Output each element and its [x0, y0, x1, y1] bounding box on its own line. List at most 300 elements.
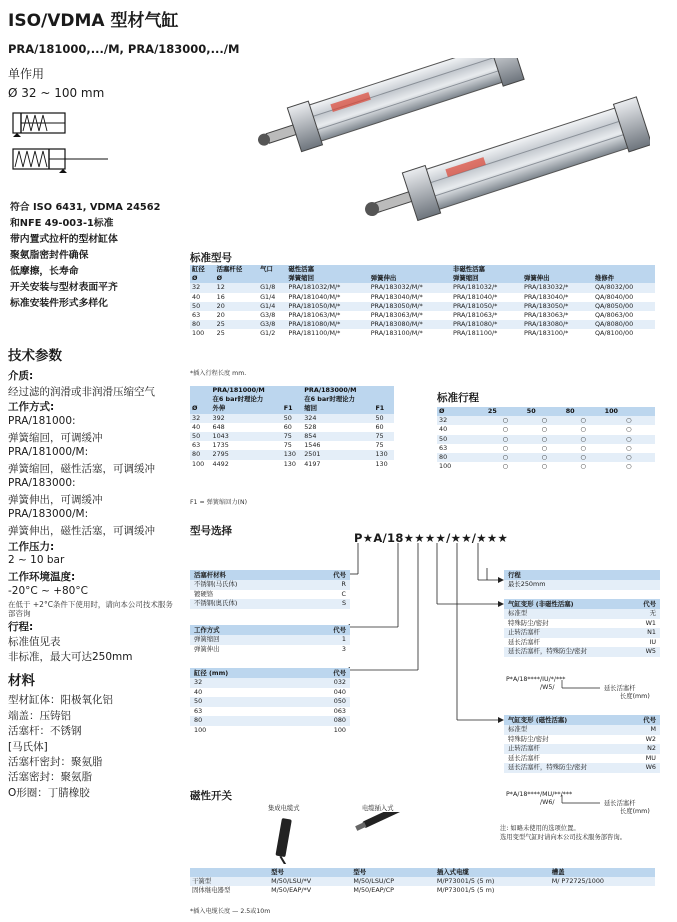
param-line: 技术参数 [8, 348, 62, 364]
table-cell: 型号 [351, 868, 435, 877]
table-cell: M/50/EAP/*V [269, 886, 351, 895]
stroke-mark-icon: ○ [486, 453, 525, 462]
block-row-code: R [341, 580, 346, 588]
stroke-mark-icon: ○ [525, 425, 564, 434]
block-row [190, 635, 350, 645]
block-row [190, 697, 350, 707]
param-line: 型材缸体：阳极氧化铝 [8, 694, 113, 706]
param-line: 在低于 +2°C条件下使用时，请向本公司技术服务 [8, 600, 173, 609]
table-cell: 50 [525, 407, 564, 416]
table-header-row [190, 868, 655, 877]
variant-code-1b: /W5/ [540, 684, 555, 691]
block-row [504, 735, 660, 745]
table-cell: M/50/LSU/*V [269, 877, 351, 886]
block-row-label: 不锈钢(马氏体) [194, 580, 238, 588]
block-row [190, 726, 350, 736]
table-cell: 1546 [302, 441, 373, 450]
table-cell: F1 [373, 404, 394, 413]
table-cell: G1/8 [258, 283, 286, 292]
variant-non-magnetic-block [504, 599, 660, 657]
table-cell: 4197 [302, 460, 373, 469]
table-cell: 16 [215, 293, 258, 302]
table-row [190, 886, 655, 895]
table-cell: PRA/183100/* [522, 329, 593, 338]
stroke-mark-icon: ○ [564, 453, 603, 462]
table-cell: G1/2 [258, 329, 286, 338]
table-cell: 324 [302, 414, 373, 423]
param-line: PRA/181000: [8, 415, 76, 427]
table-cell: 槽盖 [550, 868, 655, 877]
table-cell: 130 [282, 460, 303, 469]
table-cell: QA/8040/00 [593, 293, 655, 302]
stroke-mark-icon: ○ [486, 435, 525, 444]
table-cell: 63 [437, 444, 486, 453]
table-cell: PRA/183080/M/* [369, 320, 451, 329]
block-row-code: W2 [645, 734, 656, 743]
table-cell: PRA/183100/M/* [369, 329, 451, 338]
table-cell: PRA/183032/* [522, 283, 593, 292]
block-row-label: 弹簧缩回 [194, 635, 220, 643]
block-row-code: 无 [649, 609, 656, 617]
param-line: 活塞密封：聚氨脂 [8, 771, 92, 783]
table-cell: 63 [190, 311, 215, 320]
table-cell: PRA/183050/M/* [369, 302, 451, 311]
variant-code-2a: P*A/18****/MU/**/*** [506, 791, 573, 798]
param-line: 工作压力: [8, 541, 55, 553]
block-row-label: 止转活塞杆 [508, 744, 540, 752]
block-header [504, 715, 660, 725]
table-cell: 100 [190, 329, 215, 338]
table-cell: PRA/181000/M [211, 386, 282, 395]
param-line: 工作方式: [8, 401, 55, 413]
block-row [190, 688, 350, 698]
block-row-code: N2 [647, 744, 656, 752]
block-row-code: 100 [333, 725, 346, 734]
table-cell: PRA/181050/M/* [286, 302, 368, 311]
block-row [504, 763, 660, 773]
block-row [504, 628, 660, 638]
table-cell: 392 [211, 414, 282, 423]
table-cell: PRA/181080/* [451, 320, 522, 329]
block-row-code: 040 [333, 687, 346, 696]
block-header-label: 气缸变形 (磁性活塞) [508, 716, 568, 724]
table-cell: 75 [282, 441, 303, 450]
table-cell: 弹簧缩回 [286, 274, 368, 283]
table-cell: PRA/181100/* [451, 329, 522, 338]
block-row-label: 50 [194, 697, 203, 705]
table-cell: PRA/181032/M/* [286, 283, 368, 292]
param-line: 非标准，最大可达250mm [8, 651, 133, 663]
table-cell: 弹簧伸出 [369, 274, 451, 283]
table-cell: 50 [282, 414, 303, 423]
block-row-code: W5 [645, 647, 656, 655]
table-cell: 25 [215, 320, 258, 329]
table-cell: 20 [215, 302, 258, 311]
table-cell: 854 [302, 432, 373, 441]
block-row-code: N1 [647, 628, 656, 636]
stroke-mark-icon: ○ [486, 462, 525, 471]
block-row-code: 050 [333, 697, 346, 705]
block-header-label: 气缸变形 (非磁性活塞) [508, 600, 574, 608]
block-row [504, 647, 660, 657]
table-cell: 75 [373, 441, 394, 450]
block-row [190, 580, 350, 590]
block-row-label: 40 [194, 687, 203, 696]
table-cell [190, 868, 269, 877]
table-cell: 4492 [211, 460, 282, 469]
feature-item: 聚氨脂密封件确保 [10, 250, 89, 261]
stroke-block [504, 570, 660, 590]
block-row-label: 镀硬铬 [194, 589, 214, 598]
table-cell: PRA/181050/* [451, 302, 522, 311]
table-cell: 20 [215, 311, 258, 320]
table-cell: 80 [564, 407, 603, 416]
table-cell: PRA/183040/* [522, 293, 593, 302]
table-cell [550, 886, 655, 895]
table-cell: 插入式电缆 [435, 868, 550, 877]
stroke-mark-icon: ○ [603, 435, 655, 444]
table-cell: PRA/183063/M/* [369, 311, 451, 320]
table-cell: 40 [190, 293, 215, 302]
block-row-label: 80 [194, 716, 203, 724]
table-cell: PRA/181100/M/* [286, 329, 368, 338]
table-cell: QA/8080/00 [593, 320, 655, 329]
ext-rod-length-2: 长度(mm) [620, 808, 650, 815]
force-note: F1 = 弹簧缩回力(N) [190, 499, 248, 506]
table-cell: 干簧型 [190, 877, 269, 886]
table-cell: PRA/181040/M/* [286, 293, 368, 302]
table-cell: 固体继电器型 [190, 886, 269, 895]
block-row-label: 延长活塞杆，特殊防尘/密封 [508, 763, 587, 771]
param-line: 工作环境温度: [8, 571, 76, 583]
switch-note: *插入电缆长度 — 2.5或10m [190, 908, 271, 915]
block-row-code: 080 [333, 716, 346, 724]
param-line: 弹簧伸出，可调缓冲 [8, 494, 103, 506]
block-row-code: W1 [645, 618, 656, 627]
block-row-code: IU [649, 637, 656, 646]
stroke-mark-icon: ○ [525, 453, 564, 462]
switch-title: 磁性开关 [190, 790, 232, 802]
table-cell: Ø [437, 407, 486, 416]
param-line: 材料 [8, 673, 35, 689]
table-cell: QA/8063/00 [593, 311, 655, 320]
selection-note-1: 注: 如略未使用的选项位置。 [500, 825, 580, 832]
stroke-mark-icon: ○ [564, 425, 603, 434]
param-line: 标准值见表 [8, 636, 61, 648]
block-row-code: MU [645, 753, 656, 762]
table-cell: M/ P72725/1000 [550, 877, 655, 886]
table-cell: PRA/181063/* [451, 311, 522, 320]
bore-code-block [190, 668, 350, 735]
feature-item: 带内置式拉杆的型材缸体 [10, 234, 118, 245]
table-cell: PRA/183080/* [522, 320, 593, 329]
table-cell: 32 [190, 283, 215, 292]
block-header-label: 行程 [508, 571, 521, 579]
block-header [504, 570, 660, 580]
block-row-label: 63 [194, 706, 203, 715]
table-cell: 2795 [211, 450, 282, 459]
table-cell: G1/4 [258, 293, 286, 302]
param-line: 2 ~ 10 bar [8, 554, 65, 566]
table-cell: 外伸 [211, 404, 282, 413]
table-cell: 缸径 [190, 265, 215, 274]
block-row-label: 特殊防尘/密封 [508, 734, 549, 743]
param-line: PRA/183000: [8, 477, 76, 489]
table-cell: QA/8050/00 [593, 302, 655, 311]
param-line: 端盖：压铸铝 [8, 710, 71, 722]
operation-mode-block [190, 625, 350, 654]
block-row-label: 100 [194, 725, 207, 734]
table-cell: M/50/LSU/CP [351, 877, 435, 886]
stroke-mark-icon: ○ [486, 425, 525, 434]
block-row [190, 678, 350, 688]
block-row [190, 707, 350, 717]
param-line: 弹簧缩回，可调缓冲 [8, 432, 103, 444]
param-line: 活塞杆密封：聚氨脂 [8, 756, 103, 768]
block-header-code: 代号 [643, 716, 656, 724]
feature-item: 符合 ISO 6431, VDMA 24562 [10, 202, 161, 213]
block-row-label: 标准型 [508, 725, 528, 733]
param-line: 弹簧缩回，磁性活塞，可调缓冲 [8, 463, 155, 475]
stroke-mark-icon: ○ [564, 444, 603, 453]
block-header-code: 代号 [643, 600, 656, 608]
table-cell: 25 [215, 329, 258, 338]
block-row [190, 645, 350, 655]
block-row-label: 延长活塞杆 [508, 637, 540, 646]
selection-note-2: 选用变型气缸时请向本公司技术服务部咨询。 [500, 834, 626, 841]
param-line: PRA/183000/M: [8, 508, 89, 520]
block-row [190, 590, 350, 600]
table-cell: G3/8 [258, 320, 286, 329]
block-header [190, 668, 350, 678]
block-row-label: 特殊防尘/密封 [508, 618, 549, 627]
table-cell: 60 [373, 423, 394, 432]
block-header-label: 工作方式 [194, 626, 220, 634]
table-cell: 32 [437, 416, 486, 425]
feature-item: 开关安装与型材表面平齐 [10, 282, 118, 293]
block-row-code: S [341, 599, 346, 607]
block-header-label: 缸径 (mm) [194, 669, 229, 677]
table-cell: PRA/181040/* [451, 293, 522, 302]
table-cell: PRA/181032/* [451, 283, 522, 292]
bore-range: Ø 32 ~ 100 mm [8, 86, 105, 100]
switch-table [190, 868, 655, 896]
variant-code-2b: /W6/ [540, 799, 555, 806]
table-cell: 100 [603, 407, 655, 416]
table-cell: PRA/183000/M [302, 386, 373, 395]
action-type: 单作用 [8, 67, 45, 81]
table-cell: 在6 bar时理论力 [211, 395, 282, 404]
table-cell: 50 [373, 414, 394, 423]
switch-img2-label: 电缆插入式 [362, 805, 394, 812]
table-cell: 60 [282, 423, 303, 432]
block-row [504, 609, 660, 619]
stroke-mark-icon: ○ [603, 425, 655, 434]
table-row [190, 877, 655, 886]
block-header-code: 代号 [333, 571, 346, 579]
block-header [190, 625, 350, 635]
table-cell: 磁性活塞 [286, 265, 368, 274]
table-cell: G1/4 [258, 302, 286, 311]
table-cell: G3/8 [258, 311, 286, 320]
table-cell: 50 [190, 302, 215, 311]
stroke-mark-icon: ○ [603, 444, 655, 453]
std-model-note: *插入行程长度 mm. [190, 370, 247, 377]
stroke-mark-icon: ○ [564, 462, 603, 471]
block-row-label: 止转活塞杆 [508, 628, 540, 636]
block-row [504, 580, 660, 590]
param-line: 活塞杆：不锈钢 [8, 725, 82, 737]
block-header-code: 代号 [333, 626, 346, 634]
table-cell: PRA/183040/M/* [369, 293, 451, 302]
table-cell: QA/8100/00 [593, 329, 655, 338]
table-cell: 648 [211, 423, 282, 432]
table-cell: 80 [190, 450, 211, 459]
block-row-code: 1 [341, 635, 346, 643]
table-cell: 非磁性活塞 [451, 265, 522, 274]
stroke-mark-icon: ○ [486, 444, 525, 453]
block-row-code: 3 [341, 644, 346, 653]
table-cell: 130 [373, 460, 394, 469]
param-line: -20°C ~ +80°C [8, 585, 88, 597]
param-line: 经过滤的润滑或非润滑压缩空气 [8, 386, 155, 398]
table-cell: PRA/183063/* [522, 311, 593, 320]
table-cell: PRA/181080/M/* [286, 320, 368, 329]
table-cell: 气口 [258, 265, 286, 274]
std-stroke-title: 标准行程 [437, 392, 479, 404]
table-cell: PRA/183050/* [522, 302, 593, 311]
table-cell: 12 [215, 283, 258, 292]
table-cell: 1043 [211, 432, 282, 441]
variant-code-1a: P*A/18****/IU/*/*** [506, 676, 566, 683]
block-header-label: 活塞杆材料 [194, 571, 226, 579]
block-row-code: C [341, 589, 346, 598]
stroke-mark-icon: ○ [525, 435, 564, 444]
table-cell: 63 [190, 441, 211, 450]
table-cell: 80 [437, 453, 486, 462]
block-row-code: 063 [333, 706, 346, 715]
table-cell: 弹簧伸出 [522, 274, 593, 283]
param-line: O形圈：丁腈橡胶 [8, 787, 90, 799]
feature-item: 低摩擦，长寿命 [10, 266, 79, 277]
table-cell: Ø [215, 274, 258, 283]
variant-magnetic-block [504, 715, 660, 773]
table-cell: 活塞杆径 [215, 265, 258, 274]
table-cell: 2501 [302, 450, 373, 459]
block-row-label: 最长250mm [508, 580, 546, 588]
table-cell: 在6 bar时理论力 [302, 395, 373, 404]
table-cell: M/P73001/5 (5 m) [435, 886, 550, 895]
block-header [190, 570, 350, 580]
table-cell: M/P73001/5 (5 m) [435, 877, 550, 886]
table-cell: 75 [373, 432, 394, 441]
table-cell: M/50/EAP/CP [351, 886, 435, 895]
stroke-mark-icon: ○ [603, 462, 655, 471]
table-cell: 维修件 [593, 274, 655, 283]
block-row-label: 延长活塞杆，特殊防尘/密封 [508, 647, 587, 655]
block-row [504, 638, 660, 648]
table-cell: 1735 [211, 441, 282, 450]
block-row-label: 延长活塞杆 [508, 753, 540, 762]
table-cell: 25 [486, 407, 525, 416]
sensor-photo [262, 812, 442, 864]
stroke-mark-icon: ○ [603, 453, 655, 462]
block-row-code: W6 [645, 763, 656, 771]
stroke-mark-icon: ○ [525, 416, 564, 425]
table-cell: 32 [190, 414, 211, 423]
block-row-code: 032 [333, 678, 346, 686]
feature-item: 和NFE 49-003-1标准 [10, 218, 114, 229]
block-row-label: 32 [194, 678, 203, 686]
stroke-mark-icon: ○ [564, 416, 603, 425]
std-model-title: 标准型号 [190, 252, 232, 264]
table-cell: 100 [437, 462, 486, 471]
page-title: ISO/VDMA 型材气缸 [8, 11, 179, 31]
table-cell: F1 [282, 404, 303, 413]
param-line: [马氏体] [8, 741, 48, 753]
block-row-label: 不锈钢(奥氏体) [194, 599, 238, 607]
block-header-code: 代号 [333, 669, 346, 677]
feature-item: 标准安装件形式多样化 [10, 298, 108, 309]
block-header [504, 599, 660, 609]
table-cell: Ø [190, 274, 215, 283]
block-row-code: M [650, 725, 656, 733]
table-cell: 弹簧缩回 [451, 274, 522, 283]
stroke-mark-icon: ○ [525, 444, 564, 453]
selection-title: 型号选择 [190, 525, 232, 537]
table-cell: PRA/181063/M/* [286, 311, 368, 320]
table-cell: 50 [190, 432, 211, 441]
table-cell: QA/8032/00 [593, 283, 655, 292]
table-cell: 528 [302, 423, 373, 432]
ext-rod-label-1: 延长活塞杆 [604, 685, 636, 692]
block-row [504, 619, 660, 629]
param-line: PRA/181000/M: [8, 446, 89, 458]
table-cell: 50 [437, 435, 486, 444]
block-row-label: 弹簧伸出 [194, 644, 220, 653]
table-cell: 型号 [269, 868, 351, 877]
table-cell: PRA/183032/M/* [369, 283, 451, 292]
table-cell: Ø [190, 404, 211, 413]
block-row-label: 标准型 [508, 609, 528, 617]
param-line: 行程: [8, 621, 34, 633]
stroke-mark-icon: ○ [603, 416, 655, 425]
block-row [504, 744, 660, 754]
table-cell: 75 [282, 432, 303, 441]
table-cell: 80 [190, 320, 215, 329]
order-code: P★A/18★★★★/★★/★★★ [354, 531, 509, 545]
block-row [190, 716, 350, 726]
stroke-mark-icon: ○ [525, 462, 564, 471]
table-cell: 缩回 [302, 404, 373, 413]
param-line: 弹簧伸出，磁性活塞，可调缓冲 [8, 525, 155, 537]
block-row [504, 725, 660, 735]
stroke-mark-icon: ○ [486, 416, 525, 425]
model-subtitle: PRA/181000,.../M, PRA/183000,.../M [8, 42, 240, 56]
param-line: 介质: [8, 370, 34, 382]
rod-material-block [190, 570, 350, 609]
stroke-mark-icon: ○ [564, 435, 603, 444]
table-cell: 40 [437, 425, 486, 434]
table-cell: 40 [190, 423, 211, 432]
ext-rod-length-1: 长度(mm) [620, 693, 650, 700]
table-cell: 130 [282, 450, 303, 459]
table-cell: 100 [190, 460, 211, 469]
block-row [190, 599, 350, 609]
param-line: 部咨询 [8, 609, 31, 618]
block-row [504, 754, 660, 764]
table-cell: 130 [373, 450, 394, 459]
